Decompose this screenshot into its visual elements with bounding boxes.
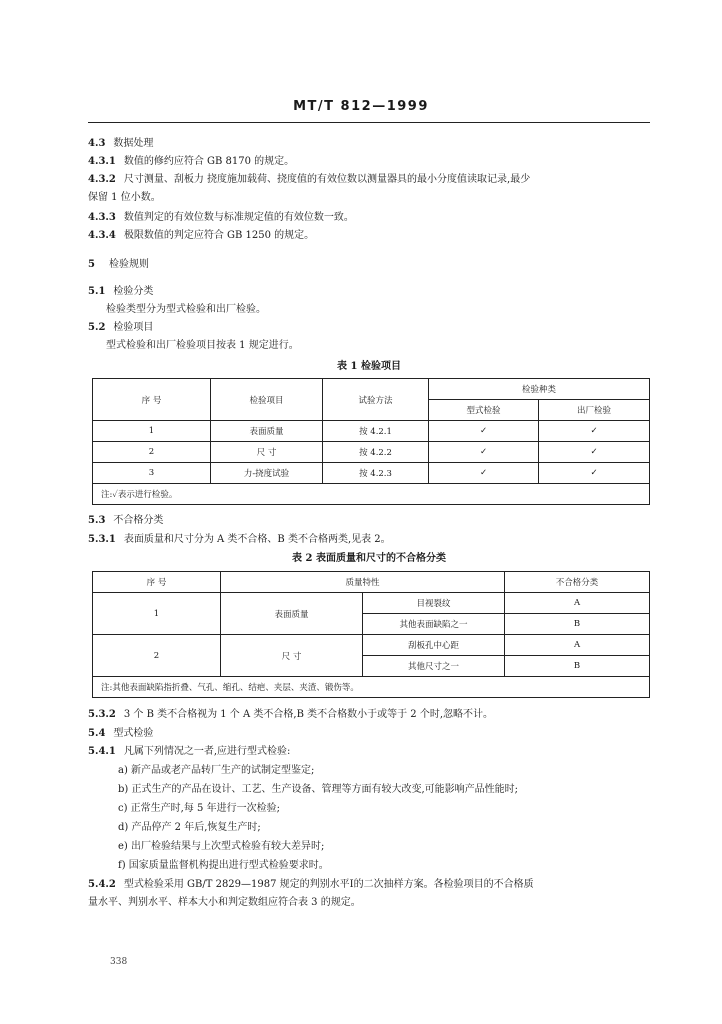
table1-caption: 表 1 检验项目 <box>337 361 401 372</box>
section-5-3-1: 5.3.1 表面质量和尺寸分为 A 类不合格、B 类不合格两类,见表 2。 <box>88 534 391 545</box>
table1-header-item: 检验项目 <box>211 379 323 421</box>
section-5-3-2: 5.3.2 3 个 B 类不合格视为 1 个 A 类不合格,B 类不合格数小于或等于 2 个时,忽略不计。 <box>88 709 493 720</box>
table2-header-class: 不合格分类 <box>505 572 650 593</box>
table-row: 2 尺 寸 刮板孔中心距 A <box>93 635 650 656</box>
table-row: 3 力-挠度试验 按 4.2.3 ✓ ✓ <box>93 463 650 484</box>
check-icon: ✓ <box>429 442 539 463</box>
check-icon: ✓ <box>539 463 650 484</box>
check-icon: ✓ <box>539 421 650 442</box>
table2 <box>92 571 650 698</box>
table1-note: 注:✓表示进行检验。 <box>93 484 650 505</box>
page-number: 338 <box>110 957 128 967</box>
list-item: d) 产品停产 2 年后,恢复生产时; <box>118 822 261 833</box>
table1-header-category: 检验种类 <box>429 379 650 400</box>
section-4-3-3: 4.3.3 数值判定的有效位数与标准规定值的有效位数一致。 <box>88 212 354 223</box>
table2-header-seq: 序 号 <box>93 572 221 593</box>
section-4-3: 4.3 数据处理 <box>88 138 154 149</box>
section-4-3-2: 4.3.2 尺寸测量、刮板力 挠度施加载荷、挠度值的有效位数以测量器具的最小分度值读取记录,最少 <box>88 174 531 185</box>
table-row: 1 表面质量 按 4.2.1 ✓ ✓ <box>93 421 650 442</box>
table1-header-seq: 序 号 <box>93 379 211 421</box>
list-item: b) 正式生产的产品在设计、工艺、生产设备、管理等方面有较大改变,可能影响产品性能时; <box>118 784 519 795</box>
section-4-3-1: 4.3.1 数值的修约应符合 GB 8170 的规定。 <box>88 156 295 167</box>
section-5-4-2-cont: 量水平、判别水平、样本大小和判定数组应符合表 3 的规定。 <box>88 897 361 908</box>
section-5-4: 5.4 型式检验 <box>88 728 154 739</box>
check-icon: ✓ <box>539 442 650 463</box>
section-4-3-4: 4.3.4 极限数值的判定应符合 GB 1250 的规定。 <box>88 230 315 241</box>
section-5-2: 5.2 检验项目 <box>88 322 154 333</box>
list-item: e) 出厂检验结果与上次型式检验有较大差异时; <box>118 841 325 852</box>
section-5-4-1: 5.4.1 凡属下列情况之一者,应进行型式检验: <box>88 746 291 757</box>
section-4-3-2-cont: 保留 1 位小数。 <box>88 192 161 203</box>
table2-caption: 表 2 表面质量和尺寸的不合格分类 <box>292 553 446 564</box>
check-icon: ✓ <box>429 421 539 442</box>
table1-header-factory-test: 出厂检验 <box>539 400 650 421</box>
table-row: 其他表面缺陷之一 B <box>93 614 650 635</box>
table2-note: 注:其他表面缺陷指折叠、气孔、缩孔、结疤、夹层、夹渣、锻伤等。 <box>93 677 650 698</box>
section-5-4-2: 5.4.2 型式检验采用 GB/T 2829—1987 规定的判别水平Ⅰ的二次抽样方案。各检验项目的不合格质 <box>88 879 534 890</box>
list-item: a) 新产品或老产品转厂生产的试制定型鉴定; <box>118 765 315 776</box>
list-item: c) 正常生产时,每 5 年进行一次检验; <box>118 803 280 814</box>
page-header: MT/T 812—1999 <box>293 99 429 114</box>
table-row: 1 表面质量 目视裂纹 A <box>93 593 650 614</box>
table2-header-feature: 质量特性 <box>221 572 505 593</box>
section-5-3: 5.3 不合格分类 <box>88 515 164 526</box>
header-rule <box>88 122 650 123</box>
list-item: f) 国家质量监督机构提出进行型式检验要求时。 <box>118 860 329 871</box>
table-row: 其他尺寸之一 B <box>93 656 650 677</box>
table1-header-type-test: 型式检验 <box>429 400 539 421</box>
section-5-2-text: 型式检验和出厂检验项目按表 1 规定进行。 <box>106 340 299 351</box>
table-row: 2 尺 寸 按 4.2.2 ✓ ✓ <box>93 442 650 463</box>
table1 <box>92 378 650 505</box>
section-5-1: 5.1 检验分类 <box>88 286 154 297</box>
check-icon: ✓ <box>429 463 539 484</box>
section-5-1-text: 检验类型分为型式检验和出厂检验。 <box>106 304 266 315</box>
section-5: 5 检验规则 <box>88 259 149 270</box>
table1-header-method: 试验方法 <box>323 379 429 421</box>
